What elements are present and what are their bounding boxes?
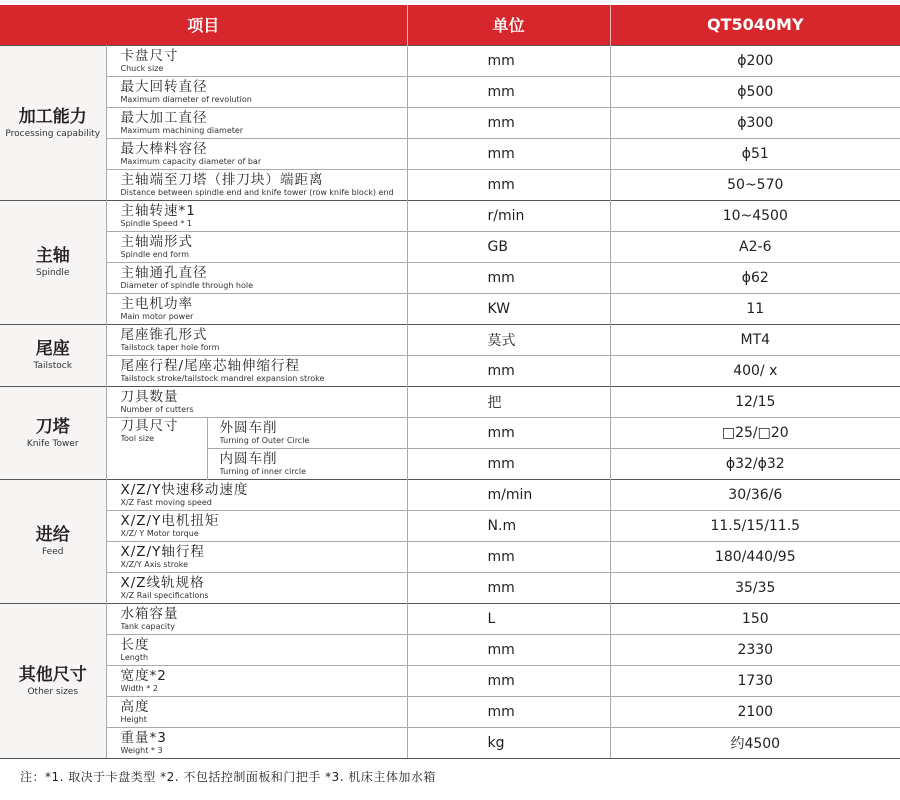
table-row: [0, 107, 900, 138]
group-label: 加工能力: [18, 106, 87, 127]
item-unit: 把: [407, 386, 610, 417]
item-unit: 莫式: [407, 324, 610, 355]
item-name: [106, 541, 407, 572]
table-row: [0, 510, 900, 541]
item-name-en: Height: [120, 714, 147, 724]
item-subname-zh: 外圆车削: [219, 419, 278, 436]
footnote: 注：*1. 取决于卡盘类型 *2. 不包括控制面板和门把手 *3. 机床主体加水箱: [20, 770, 436, 784]
item-subname: [207, 448, 407, 479]
group-label: 尾座: [35, 339, 70, 359]
table-row: [0, 417, 900, 448]
item-unit: N.m: [407, 510, 610, 541]
item-value: 150: [610, 603, 900, 634]
item-value: 35/35: [610, 572, 900, 603]
item-unit: mm: [407, 448, 610, 479]
item-name-zh: 重量*3: [120, 729, 167, 746]
item-name-en: Tool size: [120, 433, 155, 443]
table-row: [0, 200, 900, 231]
item-name: [106, 572, 407, 603]
item-name: [106, 510, 407, 541]
item-name-en: Maximum diameter of revolution: [120, 94, 252, 104]
item-unit: mm: [407, 417, 610, 448]
item-name-zh: 主轴通孔直径: [120, 264, 208, 281]
item-name-en: Distance between spindle end and knife tower (row knife block) end: [120, 187, 394, 197]
table-row: [0, 572, 900, 603]
table-row: [0, 262, 900, 293]
item-name-en: Weight * 3: [120, 745, 163, 755]
item-unit: mm: [407, 355, 610, 386]
item-subname-en: Turning of inner circle: [219, 466, 307, 476]
item-name-en: Length: [120, 652, 149, 662]
item-unit: mm: [407, 696, 610, 727]
item-name-zh: 主轴转速*1: [120, 202, 196, 219]
header-model: QT5040MY: [610, 5, 900, 45]
item-name-en: Main motor power: [120, 311, 194, 321]
item-value: 11.5/15/11.5: [610, 510, 900, 541]
item-unit: mm: [407, 107, 610, 138]
group-tailstock: [0, 324, 106, 386]
item-name-en: X/Z Fast moving speed: [120, 497, 212, 507]
item-name-en: X/Z/Y Axis stroke: [120, 559, 189, 569]
group-label-en: Feed: [42, 547, 64, 557]
item-name: [106, 634, 407, 665]
group-label-en: Tailstock: [33, 361, 72, 371]
item-value: 10~4500: [610, 200, 900, 231]
table-row: [0, 696, 900, 727]
item-name: [106, 169, 407, 200]
item-value: 约4500: [610, 727, 900, 758]
item-name-en: Maximum machining diameter: [120, 125, 244, 135]
table-row: [0, 324, 900, 355]
item-name: [106, 231, 407, 262]
header-unit: 单位: [407, 5, 610, 45]
item-name-zh: 尾座锥孔形式: [120, 326, 208, 343]
table-row: [0, 479, 900, 510]
item-unit: GB: [407, 231, 610, 262]
item-name-zh: 主电机功率: [120, 295, 193, 312]
table-row: [0, 45, 900, 76]
item-name-zh: 最大回转直径: [120, 78, 208, 95]
item-unit: m/min: [407, 479, 610, 510]
item-value: 50~570: [610, 169, 900, 200]
item-unit: mm: [407, 138, 610, 169]
table-row: [0, 603, 900, 634]
item-value: ɸ200: [610, 45, 900, 76]
group-processing: [0, 45, 106, 200]
item-value: ɸ51: [610, 138, 900, 169]
item-name-en: Tank capacity: [120, 621, 175, 631]
item-value: 1730: [610, 665, 900, 696]
item-name: [106, 696, 407, 727]
header-item: 项目: [0, 5, 407, 45]
item-name: [106, 138, 407, 169]
group-other-sizes: [0, 603, 106, 758]
item-unit: mm: [407, 76, 610, 107]
item-name-en: Maximum capacity diameter of bar: [120, 156, 262, 166]
item-name-en: Number of cutters: [120, 404, 194, 414]
item-value: 12/15: [610, 386, 900, 417]
table-row: [0, 138, 900, 169]
item-unit: mm: [407, 541, 610, 572]
group-feed: [0, 479, 106, 603]
item-name-zh: 水箱容量: [120, 605, 179, 622]
item-subname-zh: 内圆车削: [219, 450, 278, 467]
item-value: 2330: [610, 634, 900, 665]
item-name: [106, 293, 407, 324]
item-unit: kg: [407, 727, 610, 758]
item-name-en: Spindle Speed * 1: [120, 218, 192, 228]
item-name-en: Width * 2: [120, 683, 158, 693]
item-name: [106, 479, 407, 510]
item-unit: L: [407, 603, 610, 634]
item-unit: mm: [407, 169, 610, 200]
item-value: ɸ300: [610, 107, 900, 138]
item-name: [106, 355, 407, 386]
item-value: ɸ32/ɸ32: [610, 448, 900, 479]
item-value: A2-6: [610, 231, 900, 262]
item-value: 11: [610, 293, 900, 324]
item-value: ɸ500: [610, 76, 900, 107]
item-name-zh: 刀具数量: [120, 388, 179, 405]
item-unit: r/min: [407, 200, 610, 231]
table-row: [0, 727, 900, 758]
item-name-zh: 最大加工直径: [120, 109, 208, 126]
item-name-zh: X/Z/Y快速移动速度: [120, 481, 249, 498]
table-row: [0, 665, 900, 696]
item-unit: mm: [407, 262, 610, 293]
item-value: MT4: [610, 324, 900, 355]
item-name-zh: 宽度*2: [120, 667, 167, 684]
item-name-zh: 最大棒料容径: [120, 140, 208, 157]
item-name: [106, 603, 407, 634]
item-value: 2100: [610, 696, 900, 727]
item-name-zh: 尾座行程/尾座芯轴伸缩行程: [120, 357, 301, 374]
group-label: 主轴: [35, 246, 70, 266]
group-label: 其他尺寸: [18, 664, 87, 685]
item-name: [106, 386, 407, 417]
group-label-en: Other sizes: [27, 686, 79, 697]
item-name-zh: 高度: [120, 698, 150, 715]
item-name-zh: 主轴端至刀塔（排刀块）端距离: [120, 171, 324, 188]
item-unit: mm: [407, 572, 610, 603]
item-value: 400/ x: [610, 355, 900, 386]
group-spindle: [0, 200, 106, 324]
item-name-en: X/Z/ Y Motor torque: [120, 528, 199, 538]
item-name-en: Spindle end form: [120, 249, 189, 259]
header-row: [0, 5, 900, 45]
table-row: [0, 231, 900, 262]
item-name-en: Chuck size: [120, 63, 164, 73]
item-name-en: X/Z Rail specifications: [120, 590, 209, 600]
item-value: 180/440/95: [610, 541, 900, 572]
item-name-zh: X/Z/Y轴行程: [120, 543, 205, 560]
table-row: [0, 169, 900, 200]
group-label-en: Processing capability: [5, 128, 101, 139]
item-name: [106, 324, 407, 355]
item-name-en: Diameter of spindle through hole: [120, 280, 254, 290]
item-value: ɸ62: [610, 262, 900, 293]
table-row: [0, 76, 900, 107]
item-unit: mm: [407, 665, 610, 696]
item-name-zh: X/Z线轨规格: [120, 574, 205, 591]
item-unit: KW: [407, 293, 610, 324]
item-name: [106, 45, 407, 76]
table-row: [0, 541, 900, 572]
item-name-en: Tailstock taper hole form: [120, 342, 220, 352]
item-name: [106, 417, 207, 479]
group-label: 刀塔: [35, 416, 70, 437]
item-name-zh: X/Z/Y电机扭矩: [120, 512, 220, 529]
item-name-zh: 长度: [120, 636, 150, 653]
item-name: [106, 76, 407, 107]
item-subname: [207, 417, 407, 448]
table-row: [0, 634, 900, 665]
group-knife-tower: [0, 386, 106, 479]
item-unit: mm: [407, 45, 610, 76]
item-unit: mm: [407, 634, 610, 665]
item-subname-en: Turning of Outer Circle: [219, 435, 310, 445]
item-name: [106, 200, 407, 231]
spec-table: [0, 5, 900, 759]
item-value: □25/□20: [610, 417, 900, 448]
group-label-en: Spindle: [36, 268, 70, 278]
item-value: 30/36/6: [610, 479, 900, 510]
table-row: [0, 293, 900, 324]
item-name-zh: 刀具尺寸: [120, 417, 179, 434]
group-label-en: Knife Tower: [26, 438, 79, 449]
table-row: [0, 386, 900, 417]
item-name: [106, 727, 407, 758]
item-name: [106, 665, 407, 696]
item-name-zh: 主轴端形式: [120, 233, 193, 250]
item-name-en: Tailstock stroke/tailstock mandrel expansion stroke: [120, 373, 325, 383]
table-row: [0, 355, 900, 386]
item-name-zh: 卡盘尺寸: [120, 47, 179, 64]
group-label: 进给: [35, 525, 70, 545]
item-name: [106, 262, 407, 293]
item-name: [106, 107, 407, 138]
